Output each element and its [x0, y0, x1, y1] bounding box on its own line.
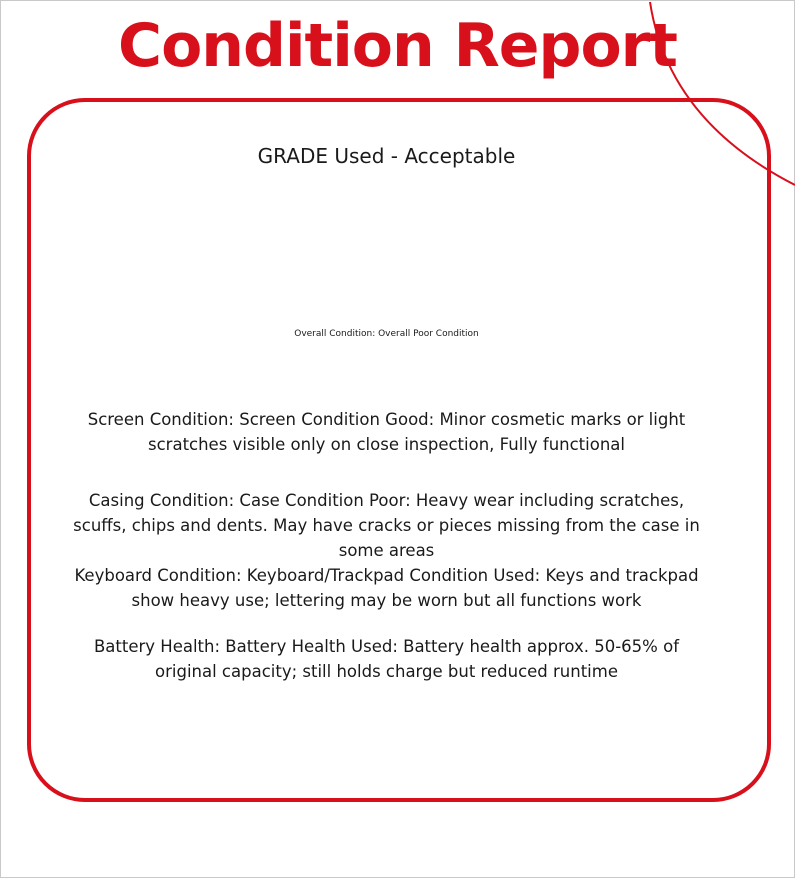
keyboard-condition: Keyboard Condition: Keyboard/Trackpad Condition Used: Keys and trackpad show heavy use; lettering may be worn but all functions work [74, 566, 699, 610]
battery-health: Battery Health: Battery Health Used: Battery health approx. 50-65% of original capacity; still holds charge but reduced runtime [93, 637, 680, 681]
grade-heading: GRADE Used - Acceptable [257, 144, 516, 168]
overall-condition: Overall Condition: Overall Poor Condition [294, 329, 479, 339]
casing-condition: Casing Condition: Case Condition Poor: Heavy wear including scratches, scuffs, chips and dents. May have cracks or pieces missing from the case in some areas [73, 491, 700, 560]
screen-condition: Screen Condition: Screen Condition Good: Minor cosmetic marks or light scratches visible only on close inspection, Fully functional [87, 410, 686, 454]
page-title: Condition Report [118, 11, 677, 81]
